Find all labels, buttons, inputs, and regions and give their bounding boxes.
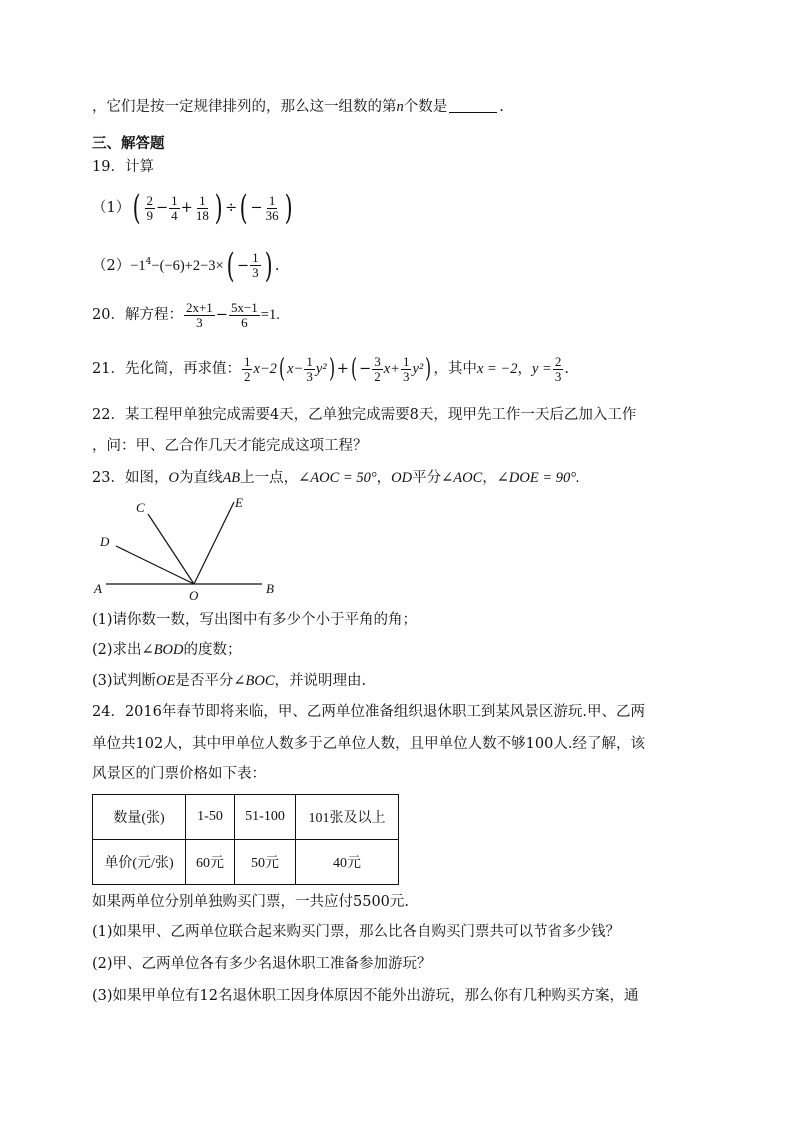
question-23-part-2: (2)求出∠BOD的度数；	[92, 642, 242, 658]
label-E: E	[235, 495, 243, 510]
question-23-part-3: (3)试判断OE是否平分∠BOC，并说明理由.	[92, 673, 367, 689]
question-23: 23．如图，O为直线AB上一点，∠AOC = 50°，OD平分∠AOC，∠DOE = 90°.	[92, 470, 580, 486]
ticket-price-table	[92, 794, 399, 885]
label-D: D	[100, 534, 110, 549]
question-22-line-2: ，问：甲、乙合作几天才能完成这项工程？	[92, 438, 368, 454]
question-20: 20．解方程： $\frac{2x+1}{3}$ − $\frac{5x-1}{6}$ =1.	[92, 299, 280, 330]
label-A: A	[94, 581, 102, 596]
question-23-part-1: (1)请你数一数，写出图中有多少个小于平角的角；	[92, 612, 418, 628]
ray-OC	[148, 514, 194, 584]
continued-question-text: ，它们是按一定规律排列的，那么这一组数的第n个数是 .	[92, 99, 504, 115]
question-24-line-3: 风景区的门票价格如下表：	[92, 766, 266, 782]
question-24-line-1: 24．2016年春节即将来临，甲、乙两单位准备组织退休职工到某风景区游玩.甲、乙两	[92, 704, 645, 720]
label-C: C	[136, 500, 145, 515]
ray-OE	[194, 502, 234, 584]
question-24-part-1: (1)如果甲、乙两单位联合起来购买门票，那么比各自购买门票共可以节省多少钱？	[92, 924, 621, 940]
question-24-part-2: (2)甲、乙两单位各有多少名退休职工准备参加游玩？	[92, 956, 432, 972]
label-B: B	[266, 581, 274, 596]
table-row: 数量(张) 1-50 51-100 101张及以上	[93, 795, 399, 840]
label-O: O	[189, 588, 199, 603]
answer-blank[interactable]	[449, 98, 497, 113]
angle-figure	[88, 492, 288, 604]
question-21: 21．先化简，再求值： $\frac{1}{2}$ x−2( x− $\frac{1}{3}$ y²) +( − $\frac{3}{2}$ x+ $\frac{1}{3}$ y²) ，其中x = −2，y = $\frac{2}{3}$ .	[92, 353, 569, 384]
question-24-line-2: 单位共102人，其中甲单位人数多于乙单位人数，且甲单位人数不够100人.经了解，该	[92, 736, 645, 752]
question-24-part-3: (3)如果甲单位有12名退休职工因身体原因不能外出游玩，那么你有几种购买方案，通	[92, 988, 639, 1004]
question-22-line-1: 22．某工程甲单独完成需要4天，乙单独完成需要8天，现甲先工作一天后乙加入工作	[92, 407, 637, 423]
question-19-title: 19．计算	[92, 159, 154, 175]
question-19-part-1: （1）( $\frac{2}{9}$ − $\frac{1}{4}$ + $\frac{1}{18}$ ) ÷( − $\frac{1}{36}$ )	[92, 188, 293, 228]
section-heading: 三、解答题	[92, 135, 165, 152]
ray-OD	[116, 546, 194, 584]
question-24-info: 如果两单位分别单独购买门票，一共应付5500元.	[92, 894, 410, 910]
question-19-part-2: $(2)-1^4-(-6)+2-3\times$( − $\frac{1}{3}$ ) .	[92, 245, 280, 286]
table-row: 单价(元/张) 60元 50元 40元	[93, 840, 399, 885]
